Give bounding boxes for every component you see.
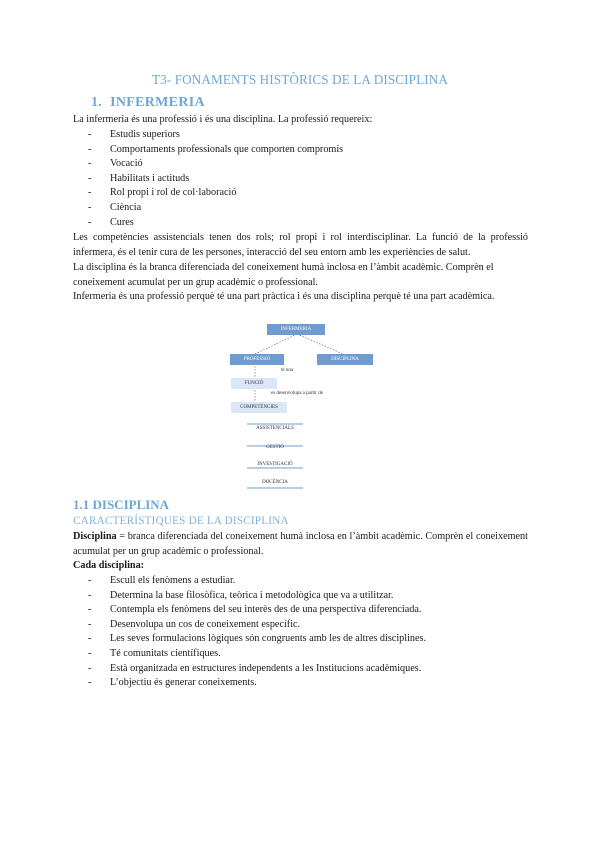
diagram-node-competencies: COMPETÈNCIES	[231, 402, 287, 413]
list-item: - Comportaments professionals que comporten compromís	[88, 143, 343, 158]
diagram-item-docencia: DOCÈNCIA	[262, 480, 288, 485]
diagram-item-assistencials: ASSISTENCIALS	[256, 426, 294, 431]
diagram-item-investigacio: INVESTIGACIÓ	[257, 462, 293, 467]
diagram-item-gestio: GESTIÓ	[266, 445, 284, 450]
requirements-list	[88, 128, 343, 230]
list-item: - Desenvolupa un cos de coneixement específic.	[88, 618, 426, 633]
list-item: - Les seves formulacions lògiques són congruents amb les de altres disciplines.	[88, 632, 426, 647]
section-heading-infermeria	[91, 95, 205, 111]
list-item: - Cures	[88, 216, 343, 231]
definition-term: Disciplina	[73, 531, 117, 542]
definition-text: = branca diferenciada del coneixement humà inclosa en l’àmbit acadèmic. Comprèn el coneixement acumulat per un grup acadèmic o professional.	[73, 531, 528, 557]
diagram-node-funcio: FUNCIÓ	[231, 378, 277, 389]
list-item: - Determina la base filosòfica, teòrica i metodològica que va a utilitzar.	[88, 589, 426, 604]
diagram-node-infermeria: INFERMERIA	[267, 324, 325, 335]
section-title: INFERMERIA	[110, 95, 205, 110]
list-item: - Contempla els fenòmens del seu interès des de una perspectiva diferenciada.	[88, 603, 426, 618]
characteristics-list	[88, 574, 426, 691]
document-title: T3- FONAMENTS HISTÒRICS DE LA DISCIPLINA	[152, 72, 448, 87]
section-number: 1.	[91, 95, 103, 110]
list-item: - Està organitzada en estructures independents a les Institucions acadèmiques.	[88, 662, 426, 677]
diagram-node-disciplina: DISCIPLINA	[317, 354, 373, 365]
intro-paragraph: La infermeria és una professió i és una disciplina. La professió requereix:	[73, 114, 373, 125]
paragraph-competencies: Les competències assistencials tenen dos rols; rol propi i rol interdisciplinar. La funció de la professió infermera, és el tenir cura de les persones, interacció del seu entorn amb les experiències de salut.	[73, 232, 528, 258]
list-item: - Ciència	[88, 201, 343, 216]
diagram-node-professio: PROFESSIÓ	[230, 354, 284, 365]
paragraph-profession: Infermeria és una professió perquè té una part pràctica i és una disciplina perquè té una part acadèmica.	[73, 291, 495, 302]
section-heading-disciplina: 1.1 DISCIPLINA	[73, 497, 170, 512]
list-item: - Habilitats i actituds	[88, 172, 343, 187]
diagram-label-te-una: té una	[281, 368, 294, 373]
list-item: - L’objectiu és generar coneixements.	[88, 676, 426, 691]
subheading-caracteristiques: CARACTERÍSTIQUES DE LA DISCIPLINA	[73, 515, 289, 527]
paragraph-discipline: La disciplina és la branca diferenciada del coneixement humà inclosa en l’àmbit acadèmic. Comprèn el coneixement acumulat per un grup acadèmic o professional.	[73, 262, 494, 288]
concept-diagram	[225, 322, 385, 492]
list-item: - Rol propi i rol de col·laboració	[88, 186, 343, 201]
list-item: - Té comunitats científiques.	[88, 647, 426, 662]
list-item: - Escull els fenòmens a estudiar.	[88, 574, 426, 589]
list-item: - Vocació	[88, 157, 343, 172]
list-item: - Estudis superiors	[88, 128, 343, 143]
list-heading: Cada disciplina:	[73, 560, 145, 571]
diagram-label-desenvolupa: es desenvolupa a partir de	[271, 391, 323, 396]
definition-paragraph	[73, 530, 528, 559]
